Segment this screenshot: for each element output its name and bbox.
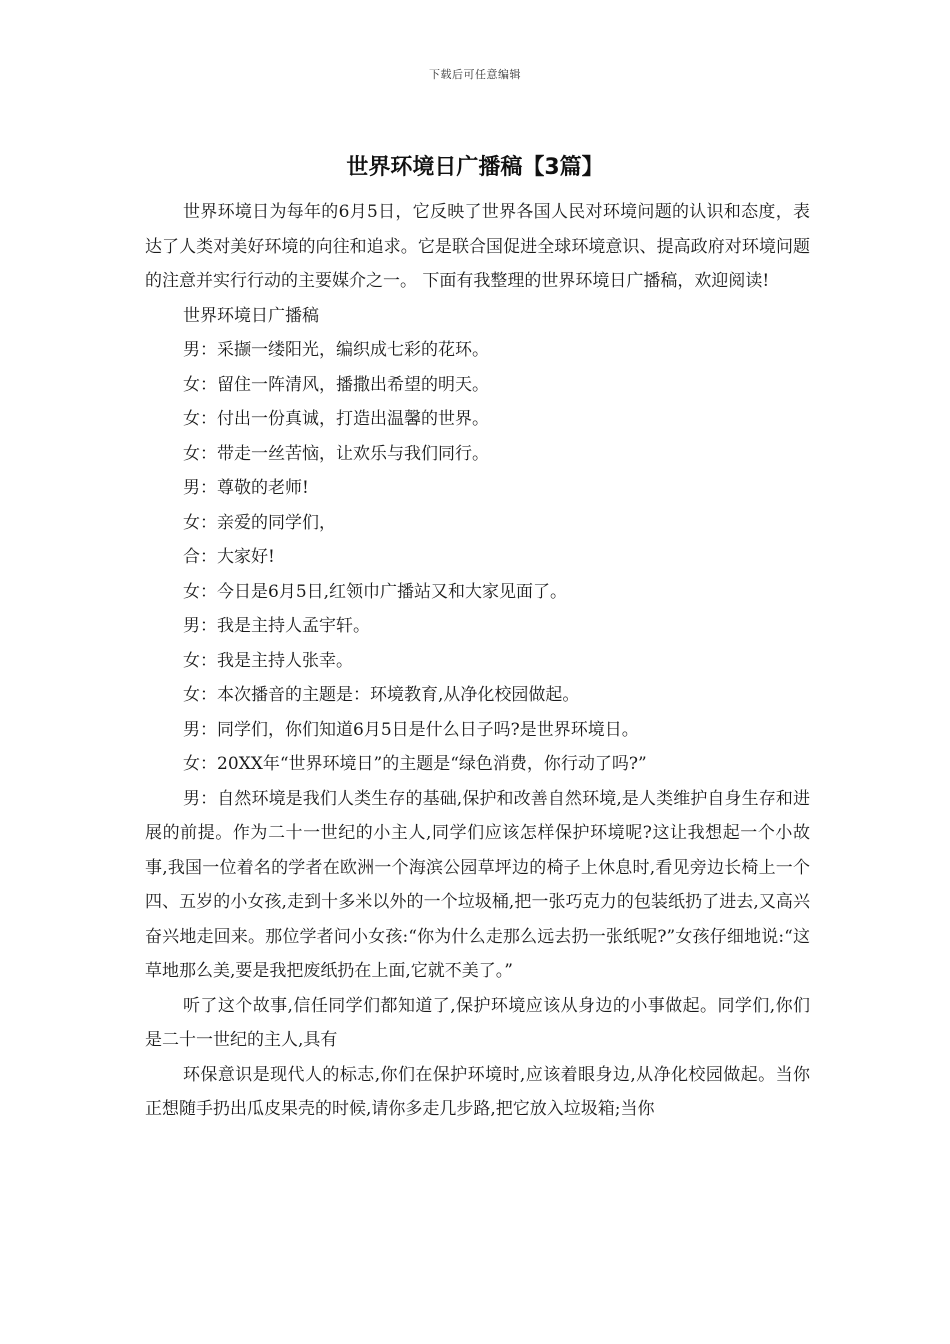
- document-title: 世界环境日广播稿【3篇】: [346, 155, 604, 180]
- dialogue-line: 合：大家好!: [183, 547, 275, 567]
- dialogue-line: 女：亲爱的同学们，: [183, 512, 336, 533]
- section-subtitle: 世界环境日广播稿: [183, 305, 319, 326]
- dialogue-line: 女：本次播音的主题是：环境教育,从净化校园做起。: [183, 685, 580, 705]
- dialogue-line: 男：同学们，你们知道6月5日是什么日子吗?是世界环境日。: [183, 719, 639, 740]
- dialogue-line: 女：今日是6月5日,红领巾广播站又和大家见面了。: [183, 581, 568, 602]
- header-note: 下载后可任意编辑: [429, 68, 521, 81]
- dialogue-line: 女：我是主持人张幸。: [183, 650, 353, 671]
- dialogue-line: 男：采撷一缕阳光，编织成七彩的花环。: [183, 340, 489, 360]
- document-body: [145, 195, 810, 1127]
- body-paragraph: 听了这个故事,信任同学们都知道了,保护环境应该从身边的小事做起。同学们,你们是二十一世纪的主人,具有: [145, 995, 810, 1050]
- body-paragraph: 男：自然环境是我们人类生存的基础,保护和改善自然环境,是人类维护自身生存和进展的前提。作为二十一世纪的小主人,同学们应该怎样保护环境呢?这让我想起一个小故事,我国一位着名的学者在欧洲一个海滨公园草坪边的椅子上休息时,看见旁边长椅上一个四、五岁的小女孩,走到十多米以外的一个垃圾桶,把一张巧克力的包装纸扔了进去,又高兴奋兴地走回来。那位学者问小女孩:“你为什么走那么远去扔一张纸呢?”女孩仔细地说:“这草地那么美,要是我把废纸扔在上面,它就不美了。”: [145, 788, 810, 981]
- body-paragraph: 环保意识是现代人的标志,你们在保护环境时,应该着眼身边,从净化校园做起。当你正想随手扔出瓜皮果壳的时候,请你多走几步路,把它放入垃圾箱;当你: [145, 1064, 810, 1119]
- dialogue-line: 女：付出一份真诚，打造出温馨的世界。: [183, 409, 489, 429]
- dialogue-line: 男：尊敬的老师!: [183, 478, 309, 498]
- dialogue-line: 女：20XX年“世界环境日”的主题是“绿色消费，你行动了吗?”: [183, 754, 647, 774]
- dialogue-line: 男：我是主持人孟宇轩。: [183, 616, 370, 636]
- dialogue-line: 女：留住一阵清风，播撒出希望的明天。: [183, 374, 489, 395]
- intro-paragraph: 世界环境日为每年的6月5日，它反映了世界各国人民对环境问题的认识和态度，表达了人类对美好环境的向往和追求。它是联合国促进全球环境意识、提高政府对环境问题的注意并实行行动的主要媒介之一。 下面有我整理的世界环境日广播稿，欢迎阅读!: [145, 202, 810, 291]
- dialogue-line: 女：带走一丝苦恼，让欢乐与我们同行。: [183, 443, 489, 464]
